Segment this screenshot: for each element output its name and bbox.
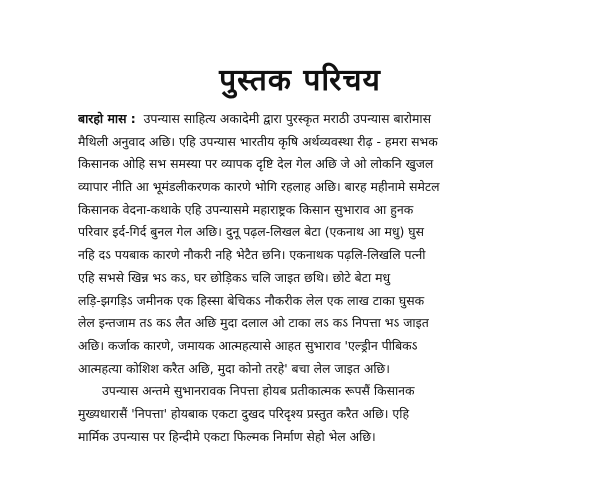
paragraph-1-line-2: मैथिली अनुवाद अछि। एहि उपन्यास भारतीय कृषि अर्थव्यवस्था रीढ़ - हमरा सभक [78, 133, 438, 149]
page-title: पुस्तक परिचय [219, 63, 381, 98]
paragraph-1-line-7: नहि दऽ पयबाक कारणे नौकरी नहि भेटैत छनि। एकनाथक पढ़लि-लिखलि पत्नी [78, 247, 426, 263]
paragraph-1-line-3: किसानक ओहि सभ समस्या पर व्यापक दृष्टि देल गेल अछि जे ओ लोकनि खुजल [78, 156, 434, 172]
paragraph-1-line-10: लेल इन्तजाम तऽ कऽ लैत अछि मुदा दलाल ओ टाका लऽ कऽ निपत्ता भऽ जाइत [78, 315, 429, 331]
paragraph-2-line-1: उपन्यास अन्तमे सुभानरावक निपत्ता होयब प्रतीकात्मक रूपसैं किसानक [102, 383, 415, 399]
paragraph-2-line-2: मुख्यधारासैं 'निपत्ता' होयबाक एकटा दुखद परिदृश्य प्रस्तुत करैत अछि। एहि [78, 405, 410, 421]
paragraph-1-line-9: लड़ि-झगड़िऽ जमीनक एक हिस्सा बेचिकऽ नौकरीक लेल एक लाख टाका घुसक [78, 292, 425, 308]
paragraph-1-line-6: परिवार इर्द-गिर्द बुनल गेल अछि। दुनू पढ़ल-लिखल बेटा (एकनाथ आ मधु) घुस [78, 224, 424, 240]
paragraph-1-line-1-text: उपन्यास साहित्य अकादेमी द्वारा पुरस्कृत मराठी उपन्यास बारोमास [143, 111, 431, 126]
paragraph-2-line-3: मार्मिक उपन्यास पर हिन्दीमे एकटा फिल्मक निर्माण सेहो भेल अछि। [78, 428, 376, 444]
paragraph-1-line-8: एहि सभसे खिन्न भऽ कऽ, घर छोड़िकऽ चलि जाइत छथि। छोटे बेटा मधु [78, 269, 391, 285]
paragraph-1-line-4: व्यापार नीति आ भूमंडलीकरणक कारणे भोगि रहलाह अछि। बारह महीनामे समेटल [78, 179, 440, 195]
paragraph-1-line-1 [78, 108, 548, 131]
paragraph-2 [78, 380, 548, 448]
review-body [78, 108, 548, 448]
paragraph-1-line-11: अछि। कर्जाक कारणे, जमायक आत्महत्यासे आहत सुभाराव 'एल्ड्रीन पीबिकऽ [78, 337, 418, 353]
paragraph-1-line-5: किसानक वेदना-कथाके एहि उपन्यासमे महाराष्ट्रक किसान सुभाराव आ हुनक [78, 201, 414, 217]
book-title-label: बारहो मास : [78, 111, 136, 126]
paragraph-1 [78, 108, 548, 380]
paragraph-1-line-12: आत्महत्या कोशिश करैत अछि, मुदा कोनो तरहे' बचा लेल जाइत अछि। [78, 360, 390, 376]
